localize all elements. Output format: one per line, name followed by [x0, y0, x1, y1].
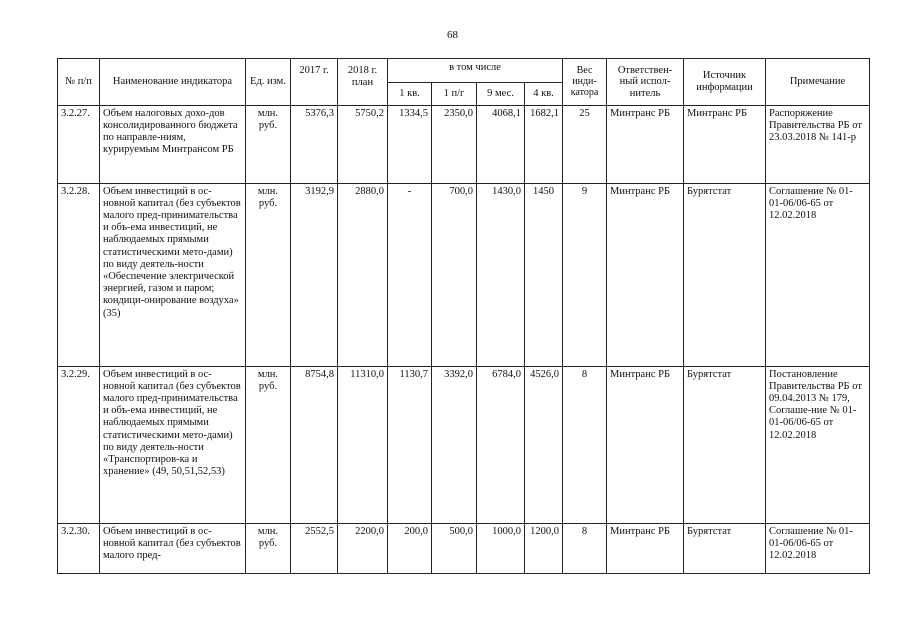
row-name: Объем налоговых дохо-дов консолидированного бюджета по направле-ниям, курируемым Минтрансом РБ	[100, 105, 246, 183]
row-2018: 2200,0	[338, 523, 388, 573]
header-note: Примечание	[766, 59, 870, 106]
row-h1: 2350,0	[432, 105, 477, 183]
table-row	[58, 523, 870, 573]
indicators-table	[57, 58, 870, 574]
row-num: 3.2.28.	[58, 183, 100, 366]
row-q4: 1450	[525, 183, 563, 366]
row-source: Бурятстат	[684, 366, 766, 523]
row-2018: 5750,2	[338, 105, 388, 183]
header-source: Источник информации	[684, 59, 766, 106]
row-2017: 5376,3	[291, 105, 338, 183]
header-q1: 1 кв.	[388, 83, 432, 106]
table-row	[58, 183, 870, 366]
page-number: 68	[447, 29, 458, 41]
row-name: Объем инвестиций в ос-новной капитал (без субъектов малого пред-принимательства и объ-ема инвестиций, не наблюдаемых прямыми статистическими мето-дами) по виду деятель-ности «Обеспечение электрической энергией, газом и паром; кондици-онирование воздуха» (35)	[100, 183, 246, 366]
row-unit: млн. руб.	[246, 523, 291, 573]
row-num: 3.2.27.	[58, 105, 100, 183]
row-q1: 200,0	[388, 523, 432, 573]
header-in-total: в том числе	[388, 59, 563, 83]
row-2017: 3192,9	[291, 183, 338, 366]
row-9m: 1000,0	[477, 523, 525, 573]
row-num: 3.2.30.	[58, 523, 100, 573]
header-2017: 2017 г.	[291, 59, 338, 106]
row-q4: 4526,0	[525, 366, 563, 523]
row-9m: 1430,0	[477, 183, 525, 366]
row-responsible: Минтранс РБ	[607, 183, 684, 366]
row-weight: 8	[563, 523, 607, 573]
row-note: Распоряжение Правительства РБ от 23.03.2018 № 141-р	[766, 105, 870, 183]
row-9m: 4068,1	[477, 105, 525, 183]
row-weight: 8	[563, 366, 607, 523]
row-weight: 25	[563, 105, 607, 183]
row-9m: 6784,0	[477, 366, 525, 523]
row-h1: 500,0	[432, 523, 477, 573]
header-h1: 1 п/г	[432, 83, 477, 106]
row-unit: млн. руб.	[246, 105, 291, 183]
header-weight: Вес инди-катора	[563, 59, 607, 106]
row-responsible: Минтранс РБ	[607, 366, 684, 523]
row-num: 3.2.29.	[58, 366, 100, 523]
row-unit: млн. руб.	[246, 183, 291, 366]
table-row	[58, 105, 870, 183]
header-responsible: Ответствен-ный испол-нитель	[607, 59, 684, 106]
row-q4: 1682,1	[525, 105, 563, 183]
row-responsible: Минтранс РБ	[607, 523, 684, 573]
row-unit: млн. руб.	[246, 366, 291, 523]
row-weight: 9	[563, 183, 607, 366]
row-source: Бурятстат	[684, 183, 766, 366]
row-2018: 11310,0	[338, 366, 388, 523]
row-note: Постановление Правительства РБ от 09.04.2013 № 179, Соглаше-ние № 01-01-06/06-65 от 12.02.2018	[766, 366, 870, 523]
row-q1: 1130,7	[388, 366, 432, 523]
header-num: № п/п	[58, 59, 100, 106]
row-2017: 2552,5	[291, 523, 338, 573]
header-9m: 9 мес.	[477, 83, 525, 106]
row-q1: -	[388, 183, 432, 366]
row-2018: 2880,0	[338, 183, 388, 366]
header-q4: 4 кв.	[525, 83, 563, 106]
row-q1: 1334,5	[388, 105, 432, 183]
table-row	[58, 366, 870, 523]
header-2018-plan: 2018 г. план	[338, 59, 388, 106]
row-h1: 700,0	[432, 183, 477, 366]
row-note: Соглашение № 01-01-06/06-65 от 12.02.2018	[766, 183, 870, 366]
row-name: Объем инвестиций в ос-новной капитал (без субъектов малого пред-	[100, 523, 246, 573]
row-source: Бурятстат	[684, 523, 766, 573]
row-name: Объем инвестиций в ос-новной капитал (без субъектов малого пред-принимательства и объ-ема инвестиций, не наблюдаемых прямыми статистическими мето-дами) по виду деятель-ности «Транспортиров-ка и хранение» (49, 50,51,52,53)	[100, 366, 246, 523]
row-source: Минтранс РБ	[684, 105, 766, 183]
row-q4: 1200,0	[525, 523, 563, 573]
header-name: Наименование индикатора	[100, 59, 246, 106]
row-2017: 8754,8	[291, 366, 338, 523]
row-responsible: Минтранс РБ	[607, 105, 684, 183]
table-header-row	[58, 59, 870, 83]
header-unit: Ед. изм.	[246, 59, 291, 106]
row-note: Соглашение № 01-01-06/06-65 от 12.02.2018	[766, 523, 870, 573]
row-h1: 3392,0	[432, 366, 477, 523]
